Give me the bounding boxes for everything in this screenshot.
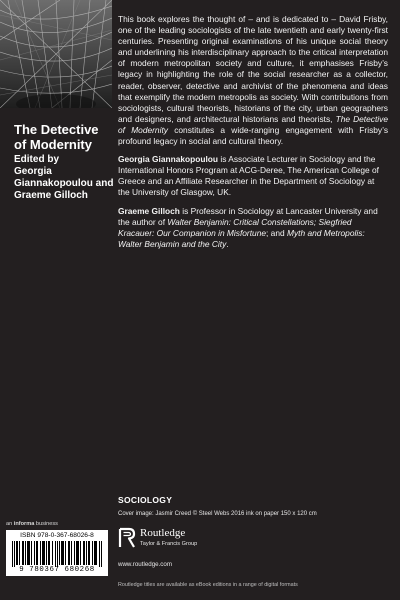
publisher-name: Routledge xyxy=(140,527,186,539)
barcode-digits: 9 780367 680268 xyxy=(19,566,95,574)
barcode xyxy=(6,530,108,576)
right-column xyxy=(118,14,388,257)
bio-name: Georgia Giannakopoulou xyxy=(118,154,219,165)
book-editors xyxy=(14,154,114,202)
subject-category: SOCIOLOGY xyxy=(118,495,173,505)
publisher-group: Taylor & Francis Group xyxy=(140,541,198,547)
informa-bold: informa xyxy=(13,521,35,527)
blurb-end: constitutes a wide-ranging engagement with Frisby’s profound legacy in social and cultural theory. xyxy=(118,124,389,147)
publisher-url[interactable]: www.routledge.com xyxy=(118,561,172,568)
ebook-note: Routledge titles are available as eBook editions in a range of digital formats xyxy=(118,582,298,588)
bio-name: Graeme Gilloch xyxy=(118,205,180,216)
bio-text: is Professor in Sociology at Lancaster University and the author of xyxy=(118,205,378,227)
editor-bio-gilloch xyxy=(118,206,388,250)
editor-bio-giannakopoulou xyxy=(118,154,388,198)
bio-text: ; and xyxy=(266,227,285,238)
bio-text: . xyxy=(226,238,229,249)
isbn-number: ISBN 978-0-367-68026-8 xyxy=(20,532,94,539)
book-description xyxy=(118,14,388,147)
informa-prefix: an xyxy=(6,521,13,527)
editors-label: Edited by xyxy=(14,154,60,165)
informa-suffix: business xyxy=(35,521,58,527)
editors-names: Georgia Giannakopoulou and Graeme Gilloch xyxy=(14,166,114,201)
routledge-logo-icon xyxy=(118,527,136,549)
blurb-title-italic: The Detective of Modernity xyxy=(118,113,389,135)
cover-credit: Cover image: Jasmir Creed © Steel Webs 2016 ink on paper 150 x 120 cm xyxy=(118,511,317,517)
cover-image xyxy=(0,0,112,108)
bio-work: Walter Benjamin: Critical Constellations; Siegfried Kracauer: Our Companion in Misfortune xyxy=(118,216,352,238)
blurb-main: This book explores the thought of – and is dedicated to – David Frisby, one of the leading sociologists of the late twentieth and early twenty-first centuries. Presenting original examinations of his unique social theory and underlining his interdisciplinary approach to the critical interpretation of modern metropolitan society and culture, it emphasises Frisby’s legacy in highlighting the role of the social researcher as a collector, reader, observer, detective and archivist of the phenomena and ideas that exemplify the modern metropolis as society. With contributions from sociologists, cultural theorists, historians of the city, urban geographers and designers, and architectural historians and theorists, xyxy=(118,14,388,124)
informa-business-label xyxy=(6,521,58,527)
bio-text: is Associate Lecturer in Sociology and the International Honors Program at ACG-Deree, The American College of Greece and an Affiliate Researcher in the Department of Sociology at the University of Glasgow, UK. xyxy=(118,154,379,198)
left-column xyxy=(0,0,112,600)
publisher-logo xyxy=(118,523,238,563)
bio-work: Myth and Metropolis: Walter Benjamin and the City xyxy=(118,227,365,249)
barcode-bars xyxy=(12,541,102,567)
book-title: The Detective of Modernity xyxy=(14,122,99,152)
